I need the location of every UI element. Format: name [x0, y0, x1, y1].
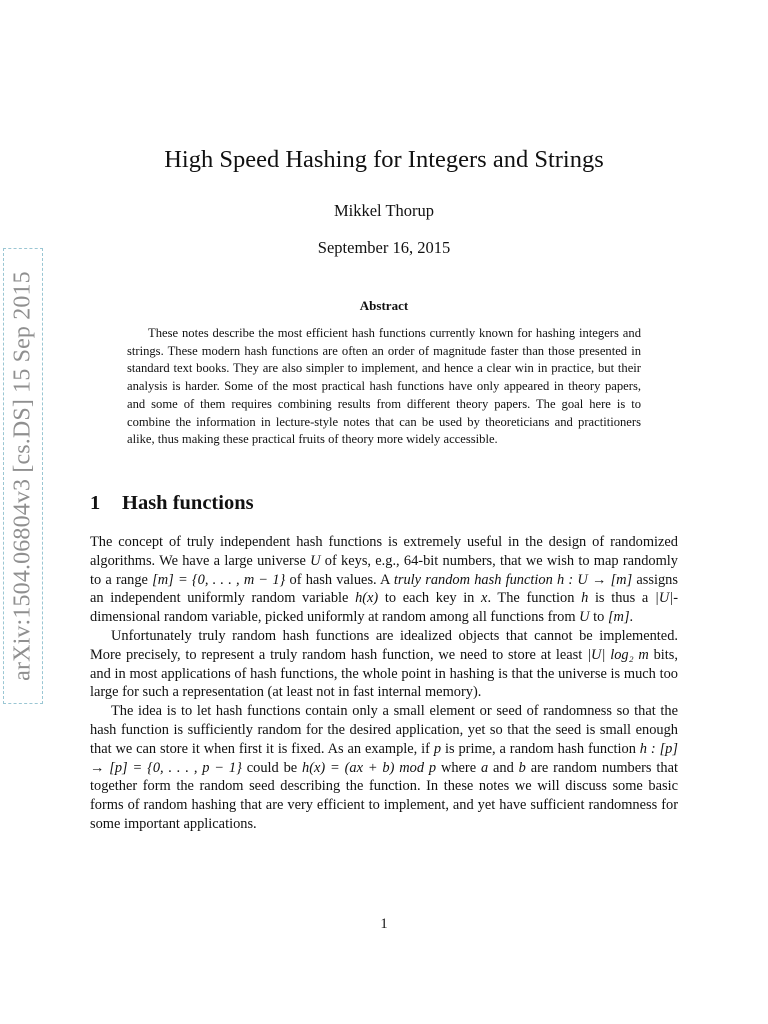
abstract-heading: Abstract [359, 298, 409, 313]
p1-text-9: -dimensional random variable, picked uniformly at random among all functions from [90, 590, 678, 626]
paper-date: September 16, 2015 [317, 238, 451, 257]
p3-math-2: h : [p] → [p] = {0, . . . , p − 1} [90, 740, 678, 776]
arxiv-id-text: arXiv:1504.06804v3 [cs.DS] 15 Sep 2015 [9, 271, 36, 681]
page-number: 1 [380, 916, 388, 932]
p3-math-3: h(x) = (ax + b) mod p [302, 759, 437, 776]
p2-text-1: Unfortunately truly random hash functions are idealized objects that cannot be implemented. More precisely, to represent a truly random hash function, we need to store at least [90, 627, 678, 663]
p3-math-1: p [433, 740, 442, 757]
p3-text-6: are random numbers that together form the random seed describing the function. In these notes we will discuss some basic forms of random hashing that are very efficient to implement, and yet have sufficient randomness for some important applications. [90, 759, 678, 832]
section-title: Hash functions [122, 492, 254, 514]
p1-text-6: to each key in [378, 590, 482, 607]
p3-math-5: b [518, 759, 526, 776]
p3-text-4: where [436, 759, 481, 776]
p1-math-4: h(x) [355, 590, 379, 607]
p3-text-5: and [488, 759, 519, 776]
paragraph-2 [90, 627, 678, 702]
p1-math-5: x [481, 590, 488, 607]
p1-text-7: . The function [487, 590, 582, 607]
p1-math-3: h : U → [m] [557, 571, 633, 588]
p1-math-7: |U| [654, 590, 674, 607]
section-heading [90, 492, 254, 515]
p1-math-8: U [579, 609, 590, 626]
p2-text-2: bits, and in most applications of hash functions, the whole point in hashing is that the universe is much too large for such a representation (at least not in fast internal memory). [90, 646, 678, 701]
p1-math-1: U [310, 552, 321, 569]
p3-text-2: is prime, a random hash function [441, 740, 640, 757]
p1-text-2: of keys, e.g., 64-bit numbers, that we wish to map randomly to a range [90, 552, 678, 588]
paper-author: Mikkel Thorup [333, 201, 435, 220]
p1-math-6: h [581, 590, 589, 607]
p1-text-1: The concept of truly independent hash functions is extremely useful in the design of randomized algorithms. We have a large universe [90, 534, 678, 569]
p3-text-3: could be [241, 759, 303, 776]
paper-title: High Speed Hashing for Integers and Strings [164, 146, 604, 173]
p1-text-8: is thus a [588, 590, 655, 607]
p1-text-5: assigns an independent uniformly random variable [90, 571, 678, 607]
p1-text-11: . [629, 609, 634, 626]
p1-math-9: [m] [607, 609, 630, 626]
abstract-text: These notes describe the most efficient hash functions currently known for hashing integers and strings. These modern hash functions are often an order of magnitude faster than those presented in standard text books. They are also simpler to implement, and hence a clear win in practice, but their analysis is harder. Some of the most practical hash functions have only appeared in theory papers, and some of them requires combining results from different theory papers. The goal here is to combine the information in lecture-style notes that can be used by theoreticians and practitioners alike, thus making these practical fruits of theory more widely accessible. [127, 326, 641, 447]
p1-emphasis-truly-random: truly random hash function [393, 571, 553, 588]
paragraph-1 [90, 533, 678, 627]
p1-math-2: [m] = {0, . . . , m − 1} [152, 571, 286, 588]
arxiv-identifier-stamp [3, 248, 43, 704]
p3-math-4: a [480, 759, 489, 776]
section-number: 1 [90, 492, 101, 514]
p1-text-10: to [589, 609, 608, 626]
p3-text-1: The idea is to let hash functions contain only a small element or seed of randomness so that the hash function is sufficiently random for the desired application, yet so that the seed is small enough that we can store it when first it is fixed. As an example, if [90, 703, 678, 757]
p1-text-3: of hash values. A [285, 571, 394, 588]
section-body [90, 533, 678, 834]
paragraph-3 [90, 702, 678, 834]
p2-math-1: |U| log₂ m [587, 646, 649, 663]
